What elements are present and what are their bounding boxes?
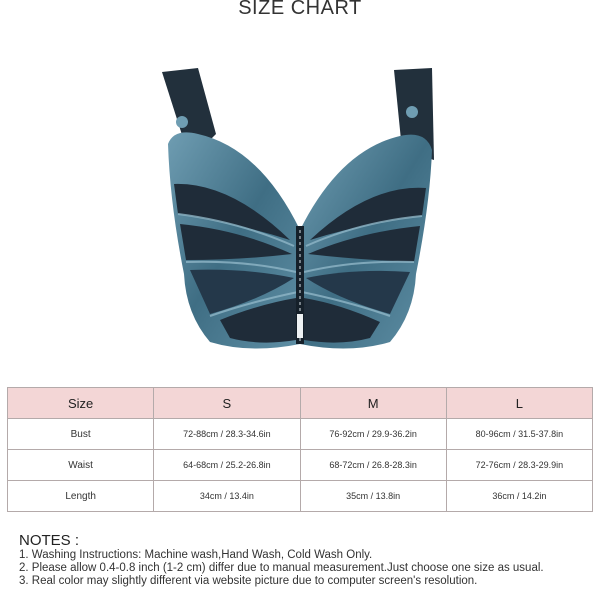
- cell-length-l: 36cm / 14.2in: [446, 481, 592, 512]
- size-chart-table: [7, 387, 593, 512]
- cell-waist-l: 72-76cm / 28.3-29.9in: [446, 450, 592, 481]
- cell-length-s: 34cm / 13.4in: [154, 481, 300, 512]
- cell-length-m: 35cm / 13.8in: [300, 481, 446, 512]
- notes-heading: NOTES :: [19, 532, 80, 549]
- page-title: SIZE CHART: [238, 0, 362, 19]
- cell-bust-m: 76-92cm / 29.9-36.2in: [300, 419, 446, 450]
- table-row: [8, 419, 593, 450]
- note-item: 3. Real color may slightly different via website picture due to computer screen's resolution.: [19, 575, 478, 587]
- cell-bust-l: 80-96cm / 31.5-37.8in: [446, 419, 592, 450]
- table-header-row: [8, 388, 593, 419]
- row-label-bust: Bust: [8, 419, 154, 450]
- table-row: [8, 450, 593, 481]
- cell-waist-s: 64-68cm / 25.2-26.8in: [154, 450, 300, 481]
- row-label-length: Length: [8, 481, 154, 512]
- cell-bust-s: 72-88cm / 28.3-34.6in: [154, 419, 300, 450]
- header-s: S: [154, 388, 300, 419]
- row-label-waist: Waist: [8, 450, 154, 481]
- header-m: M: [300, 388, 446, 419]
- butterfly-crop-top-image: [150, 64, 450, 356]
- notes-section: [19, 534, 594, 588]
- note-item: 2. Please allow 0.4-0.8 inch (1-2 cm) differ due to manual measurement.Just choose one size as usual.: [19, 562, 544, 574]
- header-l: L: [446, 388, 592, 419]
- header-size: Size: [8, 388, 154, 419]
- table-row: [8, 481, 593, 512]
- note-item: 1. Washing Instructions: Machine wash,Hand Wash, Cold Wash Only.: [19, 549, 373, 561]
- cell-waist-m: 68-72cm / 26.8-28.3in: [300, 450, 446, 481]
